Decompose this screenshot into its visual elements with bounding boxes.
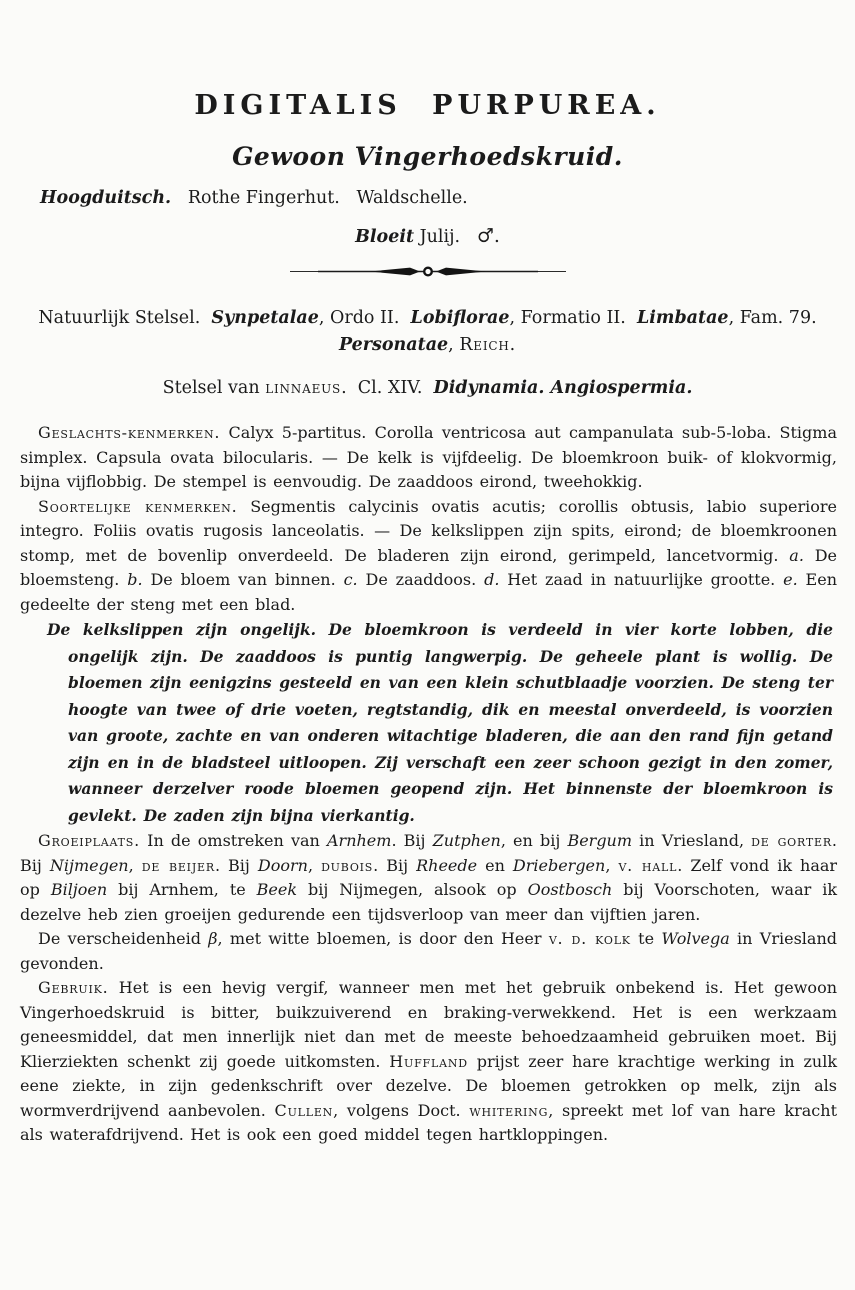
natural-system-line-1	[0, 308, 855, 328]
text-run: d.	[484, 570, 500, 589]
text-run: , en bij	[500, 831, 568, 850]
text-run: Doorn	[257, 855, 308, 875]
text-run: e.	[783, 570, 798, 589]
text-run: Hoogduitsch.	[40, 188, 172, 208]
text-run: dubois	[321, 855, 374, 875]
text-run: linnaeus	[265, 378, 342, 398]
text-run: , Formatio II.	[509, 308, 637, 328]
paragraph-soortelijke-kenmerken	[20, 495, 837, 618]
linnaeus-system-line	[0, 378, 855, 398]
paragraph-verscheidenheid	[20, 927, 837, 976]
text-run: Een gedeelte der steng met een blad.	[20, 570, 838, 614]
text-run: bij Voorschoten, waar ik dezelve heb zien groeijen gedurende een tijdsverloop van meer dan vijftien jaren.	[20, 880, 838, 924]
text-run: Oostbosch	[527, 880, 613, 899]
text-run: β	[208, 929, 218, 948]
text-run: b.	[127, 570, 143, 589]
page-title: DIGITALIS PURPUREA.	[194, 90, 661, 121]
text-run: Bloeit	[355, 227, 415, 247]
text-run: v. d. kolk	[548, 929, 631, 948]
page-subtitle: Gewoon Vingerhoedskruid.	[232, 142, 623, 171]
text-run: . Zelf vond ik haar op	[20, 855, 838, 899]
text-run: ,	[128, 855, 142, 875]
text-run: Lobiflorae	[410, 308, 510, 328]
mars-symbol: ♂.	[476, 225, 500, 247]
body-paragraphs	[0, 421, 855, 1148]
text-run: de gorter	[751, 831, 832, 850]
text-run: Natuurlijk Stelsel.	[38, 308, 212, 328]
text-run: Segmentis calycinis ovatis acutis; corollis obtusis, labio superiore integro. Foliis ovatis rugosis lanceolatis. — De kelkslippen zijn spits, eirond; de bloemkroonen stomp, met de bovenlip onverdeeld. De bladeren zijn eirond, gerimpeld, lancetvormig.	[20, 496, 837, 565]
text-run: c.	[343, 570, 358, 589]
text-run: Rothe Fingerhut. Waldschelle.	[171, 188, 468, 208]
text-run: Didynamia. Angiospermia.	[433, 378, 693, 398]
text-run: Julij.	[414, 227, 477, 247]
text-run: Limbatae	[636, 308, 729, 328]
text-run: Cullen	[274, 1100, 334, 1120]
text-run: Rheede	[416, 855, 478, 875]
text-run: . Bij	[373, 855, 417, 875]
text-run: Calyx 5-partitus. Corolla ventricosa aut campanulata sub-5-loba. Stigma simplex. Capsula ovata bilocularis. — De kelk is vijfdeelig. De bloemkroon buik- of klokvormig, bijna vijflobbig. De stempel is eenvoudig. De zaaddoos eirond, tweehokkig.	[20, 423, 837, 491]
text-run: te	[630, 929, 662, 948]
text-run: Synpetalae	[211, 308, 319, 328]
text-run: . Bij	[391, 831, 433, 850]
text-run: Soortelijke kenmerken.	[38, 496, 238, 516]
natural-system-line-2	[0, 335, 855, 355]
text-run: In de omstreken van	[140, 831, 327, 850]
paragraph-geslachts-kenmerken	[20, 421, 837, 495]
paragraph-groeiplaats	[20, 829, 837, 927]
scanned-book-page	[0, 90, 855, 1290]
text-run: Groeiplaats.	[38, 831, 141, 850]
text-run: , volgens Doct.	[333, 1100, 470, 1120]
text-run: ,	[307, 855, 322, 875]
text-run: Biljoen	[50, 880, 108, 899]
paragraph-gebruik	[20, 976, 837, 1148]
text-run: prijst zeer hare krachtige werking in zulk eene ziekte, in zijn gedenkschrift over dezelve. De bloemen getrokken op melk, zijn als wormverdrijvend aanbevolen.	[20, 1051, 838, 1120]
text-run: Gebruik.	[38, 978, 109, 997]
text-run: De zaaddoos.	[357, 570, 485, 589]
text-run: Driebergen	[512, 855, 606, 875]
text-run: De verscheidenheid	[38, 929, 209, 948]
text-run: Het zaad in natuurlijke grootte.	[499, 570, 784, 589]
text-run: ,	[448, 335, 460, 355]
text-run: Beek	[256, 880, 298, 899]
text-run: bij Nijmegen, alsook op	[297, 880, 528, 899]
text-run: Huffland	[389, 1051, 468, 1071]
section-divider	[278, 262, 578, 284]
text-run: bij Arnhem, te	[107, 880, 257, 899]
text-run: ,	[605, 855, 619, 875]
text-run: . Bij	[20, 831, 838, 875]
text-run: en	[477, 855, 513, 875]
text-run: , Fam. 79.	[728, 308, 817, 328]
text-run: whitering	[469, 1100, 549, 1120]
text-run: Geslachts-kenmerken.	[38, 423, 221, 442]
text-run: Het is een hevig vergif, wanneer men met het gebruik onbekend is. Het gewoon Vingerhoedskruid is bitter, buikzuiverend en braking-verwekkend. Het is een werkzaam geneesmiddel, dat men innerlijk niet dan met de meeste behoedzaamheid gebruiken moet. Bij Klierziekten schenkt zij goede uitkomsten.	[20, 978, 837, 1071]
text-run: in Vriesland gevonden.	[20, 929, 837, 973]
text-run: . Bij	[214, 855, 258, 875]
text-run: . Cl. XIV.	[341, 378, 434, 398]
text-run: Bergum	[567, 831, 633, 850]
text-run: Stelsel van	[162, 378, 266, 398]
text-run: a.	[789, 545, 804, 565]
text-run: de beijer	[141, 855, 215, 875]
text-run: De bloem van binnen.	[142, 570, 344, 589]
text-run: De kelkslippen zijn ongelijk. De bloemkroon is verdeeld in vier korte lobben, die ongelijk zijn. De zaaddoos is puntig langwerpig. De geheele plant is wollig. De bloemen zijn eenigzins gesteeld en van een klein schutblaadje voorzien. De steng ter hoogte van twee of drie voeten, regtstandig, dik en meestal onverdeeld, is voorzien van groote, zachte en van onderen witachtige bladeren, die aan den rand fijn getand zijn en in de bladsteel uitloopen. Zij verschaft een zeer schoon gezigt in den zomer, wanneer derzelver roode bloemen geopend zijn. Het binnenste der bloemkroon is gevlekt. De zaden zijn bijna vierkantig.	[47, 620, 833, 825]
german-names-line	[40, 188, 837, 208]
text-run: Nijmegen	[49, 855, 129, 875]
bloom-time-line	[0, 225, 855, 247]
text-run: Wolvega	[661, 929, 730, 948]
text-run: Reich.	[459, 335, 516, 355]
text-run: De bloemsteng.	[20, 545, 837, 589]
text-run: in Vriesland,	[632, 831, 752, 850]
text-run: v. hall	[618, 855, 678, 875]
text-run: , spreekt met lof van hare kracht als waterafdrijvend. Het is ook een goed middel tegen hartkloppingen.	[20, 1100, 837, 1144]
text-run: , Ordo II.	[318, 308, 411, 328]
text-run: Arnhem	[326, 831, 392, 850]
paragraph-description-italic	[47, 617, 833, 829]
tapered-rule-ornament-icon	[288, 262, 568, 280]
text-run: Personatae	[338, 335, 449, 355]
text-run: Zutphen	[432, 831, 501, 850]
text-run: , met witte bloemen, is door den Heer	[217, 929, 549, 948]
